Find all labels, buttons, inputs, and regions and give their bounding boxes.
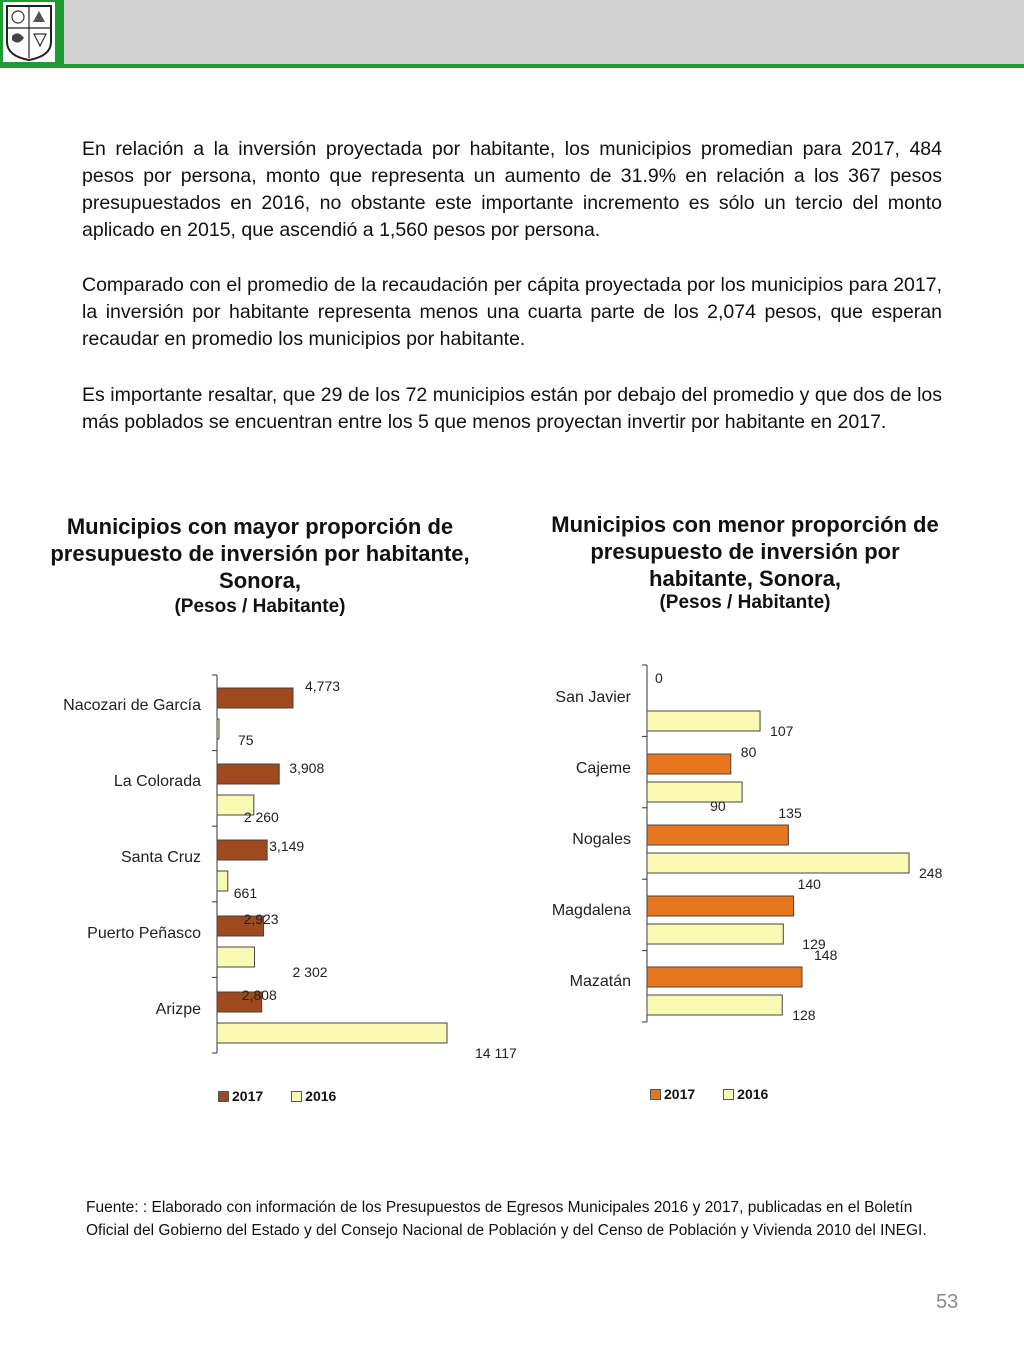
- bar-2017-4: [647, 896, 794, 916]
- paragraph-1: En relación a la inversión proyectada por habitante, los municipios promedian para 2017, 484 pesos por persona, monto que representa un aumento de 31.9% en relación a los 367 pesos presupuestados en 2016, no obstante este importante incremento es sólo un tercio del monto aplicado en 2015, que ascendió a 1,560 pesos por persona.: [82, 138, 942, 241]
- data-label-2016: 129: [802, 936, 826, 952]
- bar-2016-5: [647, 995, 782, 1015]
- legend-swatch-2017: [218, 1091, 229, 1102]
- legend-label-2017: 2017: [664, 1086, 696, 1102]
- page-number: 53: [936, 1291, 959, 1313]
- data-label-2016: 661: [233, 885, 258, 901]
- bar-2016-1: [217, 719, 219, 739]
- bar-2016-2: [647, 782, 742, 802]
- bar-2017-3: [647, 825, 788, 845]
- chart-1-category-label: Santa Cruz: [120, 849, 201, 866]
- data-label-2017: 2,808: [241, 987, 277, 1003]
- chart-1-subtitle: (Pesos / Habitante): [174, 596, 346, 617]
- chart-2-category-label: San Javier: [555, 689, 631, 706]
- legend-label-2016: 2016: [305, 1088, 337, 1104]
- chart-2-category-label: Magdalena: [551, 902, 631, 919]
- bar-2016-5: [217, 1023, 447, 1043]
- data-label-2016: 75: [238, 732, 254, 748]
- bar-2016-3: [217, 871, 228, 891]
- bar-2016-4: [217, 947, 255, 967]
- data-label-2016: 248: [919, 865, 943, 881]
- data-label-2017: 3,908: [289, 760, 325, 776]
- data-label-2016: 128: [792, 1007, 816, 1023]
- data-label-2016: 2 302: [292, 964, 328, 980]
- chart-2-category-label: Nogales: [572, 831, 631, 848]
- bar-2017-5: [647, 967, 802, 987]
- data-label-2016: 2 260: [243, 809, 279, 825]
- chart-1-legend: [218, 1088, 336, 1104]
- legend-swatch-2016: [723, 1089, 734, 1100]
- chart-1-category-label: Puerto Peñasco: [87, 925, 201, 942]
- source-footnote: Fuente: : Elaborado con información de los Presupuestos de Egresos Municipales 2016 y 2017, publicadas en el Boletín Oficial del Gobierno del Estado y del Consejo Nacional de Población y del Censo de Población y Vivienda 2010 del INEGI.: [86, 1199, 927, 1239]
- data-label-2016: 14 117: [475, 1045, 517, 1061]
- chart-1-title: Municipios con mayor proporción de presupuesto de inversión por habitante, Sonora,: [50, 514, 470, 593]
- chart-1-category-label: Nacozari de García: [63, 697, 201, 714]
- data-label-2017: 3,149: [269, 838, 305, 854]
- data-label-2017: 148: [814, 947, 838, 963]
- legend-label-2017: 2017: [232, 1088, 264, 1104]
- chart-2-legend: [650, 1086, 768, 1102]
- paragraph-2: Comparado con el promedio de la recaudación per cápita proyectada por los municipios para 2017, la inversión por habitante representa menos una cuarta parte de los 2,074 pesos, que esperan recaudar en promedio los municipios por habitante.: [82, 274, 942, 350]
- data-label-2016: 90: [710, 798, 726, 814]
- paragraph-3: Es importante resaltar, que 29 de los 72 municipios están por debajo del promedio y que dos de los más poblados se encuentran entre los 5 que menos proyectan invertir por habitante en 2017.: [82, 384, 942, 433]
- legend-label-2016: 2016: [737, 1086, 769, 1102]
- data-label-2017: 2,923: [243, 911, 279, 927]
- legend-swatch-2017: [650, 1089, 661, 1100]
- chart-1-category-label: Arizpe: [155, 1001, 201, 1018]
- data-label-2017: 0: [655, 670, 663, 686]
- data-label-2017: 80: [740, 744, 757, 760]
- chart-2-subtitle: (Pesos / Habitante): [659, 592, 831, 613]
- bar-2016-1: [647, 711, 760, 731]
- bar-2017-2: [647, 754, 731, 774]
- bar-2016-3: [647, 853, 909, 873]
- data-label-2017: 140: [797, 876, 821, 892]
- chart-2-category-label: Mazatán: [569, 973, 631, 990]
- chart-2-category-label: Cajeme: [575, 760, 631, 777]
- data-label-2017: 135: [778, 805, 802, 821]
- data-label-2016: 107: [770, 723, 794, 739]
- data-label-2017: 4,773: [305, 678, 341, 694]
- chart-2-title: Municipios con menor proporción de presupuesto de inversión por habitante, Sonora,: [551, 512, 939, 591]
- bar-2016-4: [647, 924, 783, 944]
- legend-swatch-2016: [291, 1091, 302, 1102]
- chart-1-category-label: La Colorada: [113, 773, 201, 790]
